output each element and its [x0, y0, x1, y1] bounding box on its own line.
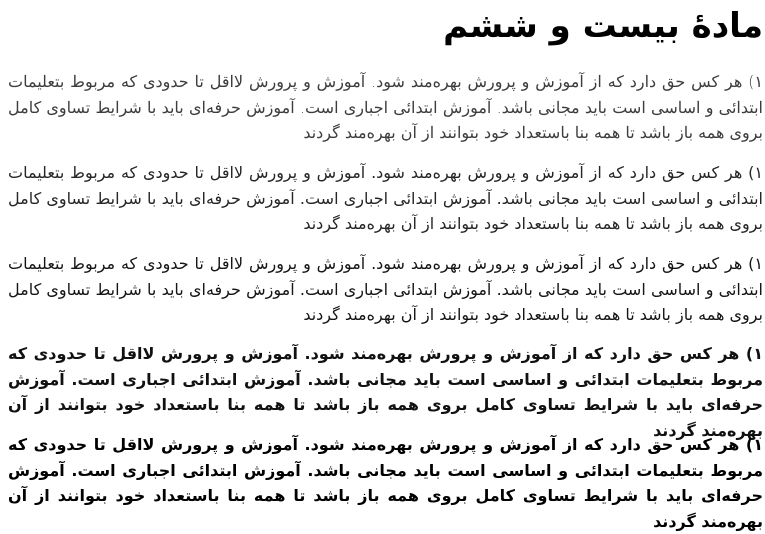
paragraph-bold: ۱) هر کس حق دارد که از آموزش و پرورش بهره‌مند شود. آموزش و پرورش لااقل تا حدودی که مربوط بتعلیمات ابتدائی و اساسی است باید مجانی باشد. آموزش ابتدائی اجباری است. آموزش حرفه‌ای باید با شرایط تساوی کامل بروی همه باز باشد تا همه بنا باستعداد خود بتوانند از آن بهره‌مند گردند	[8, 435, 763, 531]
paragraph-light: ۱) هر کس حق دارد که از آموزش و پرورش بهره‌مند شود. آموزش و پرورش لااقل تا حدودی که مربوط بتعلیمات ابتدائی و اساسی است باید مجانی باشد. آموزش ابتدائی اجباری است. آموزش حرفه‌ای باید با شرایط تساوی کامل بروی همه باز باشد تا همه بنا باستعداد خود بتوانند از آن بهره‌مند گردند	[8, 72, 763, 142]
article-title: مادهٔ بیست و ششم	[443, 6, 763, 46]
paragraph-semibold: ۱) هر کس حق دارد که از آموزش و پرورش بهره‌مند شود. آموزش و پرورش لااقل تا حدودی که مربوط بتعلیمات ابتدائی و اساسی است باید مجانی باشد. آموزش ابتدائی اجباری است. آموزش حرفه‌ای باید با شرایط تساوی کامل بروی همه باز باشد تا همه بنا باستعداد خود بتوانند از آن بهره‌مند گردند	[8, 344, 763, 440]
paragraph-regular: ۱) هر کس حق دارد که از آموزش و پرورش بهره‌مند شود. آموزش و پرورش لااقل تا حدودی که مربوط بتعلیمات ابتدائی و اساسی است باید مجانی باشد. آموزش ابتدائی اجباری است. آموزش حرفه‌ای باید با شرایط تساوی کامل بروی همه باز باشد تا همه بنا باستعداد خود بتوانند از آن بهره‌مند گردند	[8, 163, 763, 233]
paragraph-medium: ۱) هر کس حق دارد که از آموزش و پرورش بهره‌مند شود. آموزش و پرورش لااقل تا حدودی که مربوط بتعلیمات ابتدائی و اساسی است باید مجانی باشد. آموزش ابتدائی اجباری است. آموزش حرفه‌ای باید با شرایط تساوی کامل بروی همه باز باشد تا همه بنا باستعداد خود بتوانند از آن بهره‌مند گردند	[8, 254, 763, 324]
